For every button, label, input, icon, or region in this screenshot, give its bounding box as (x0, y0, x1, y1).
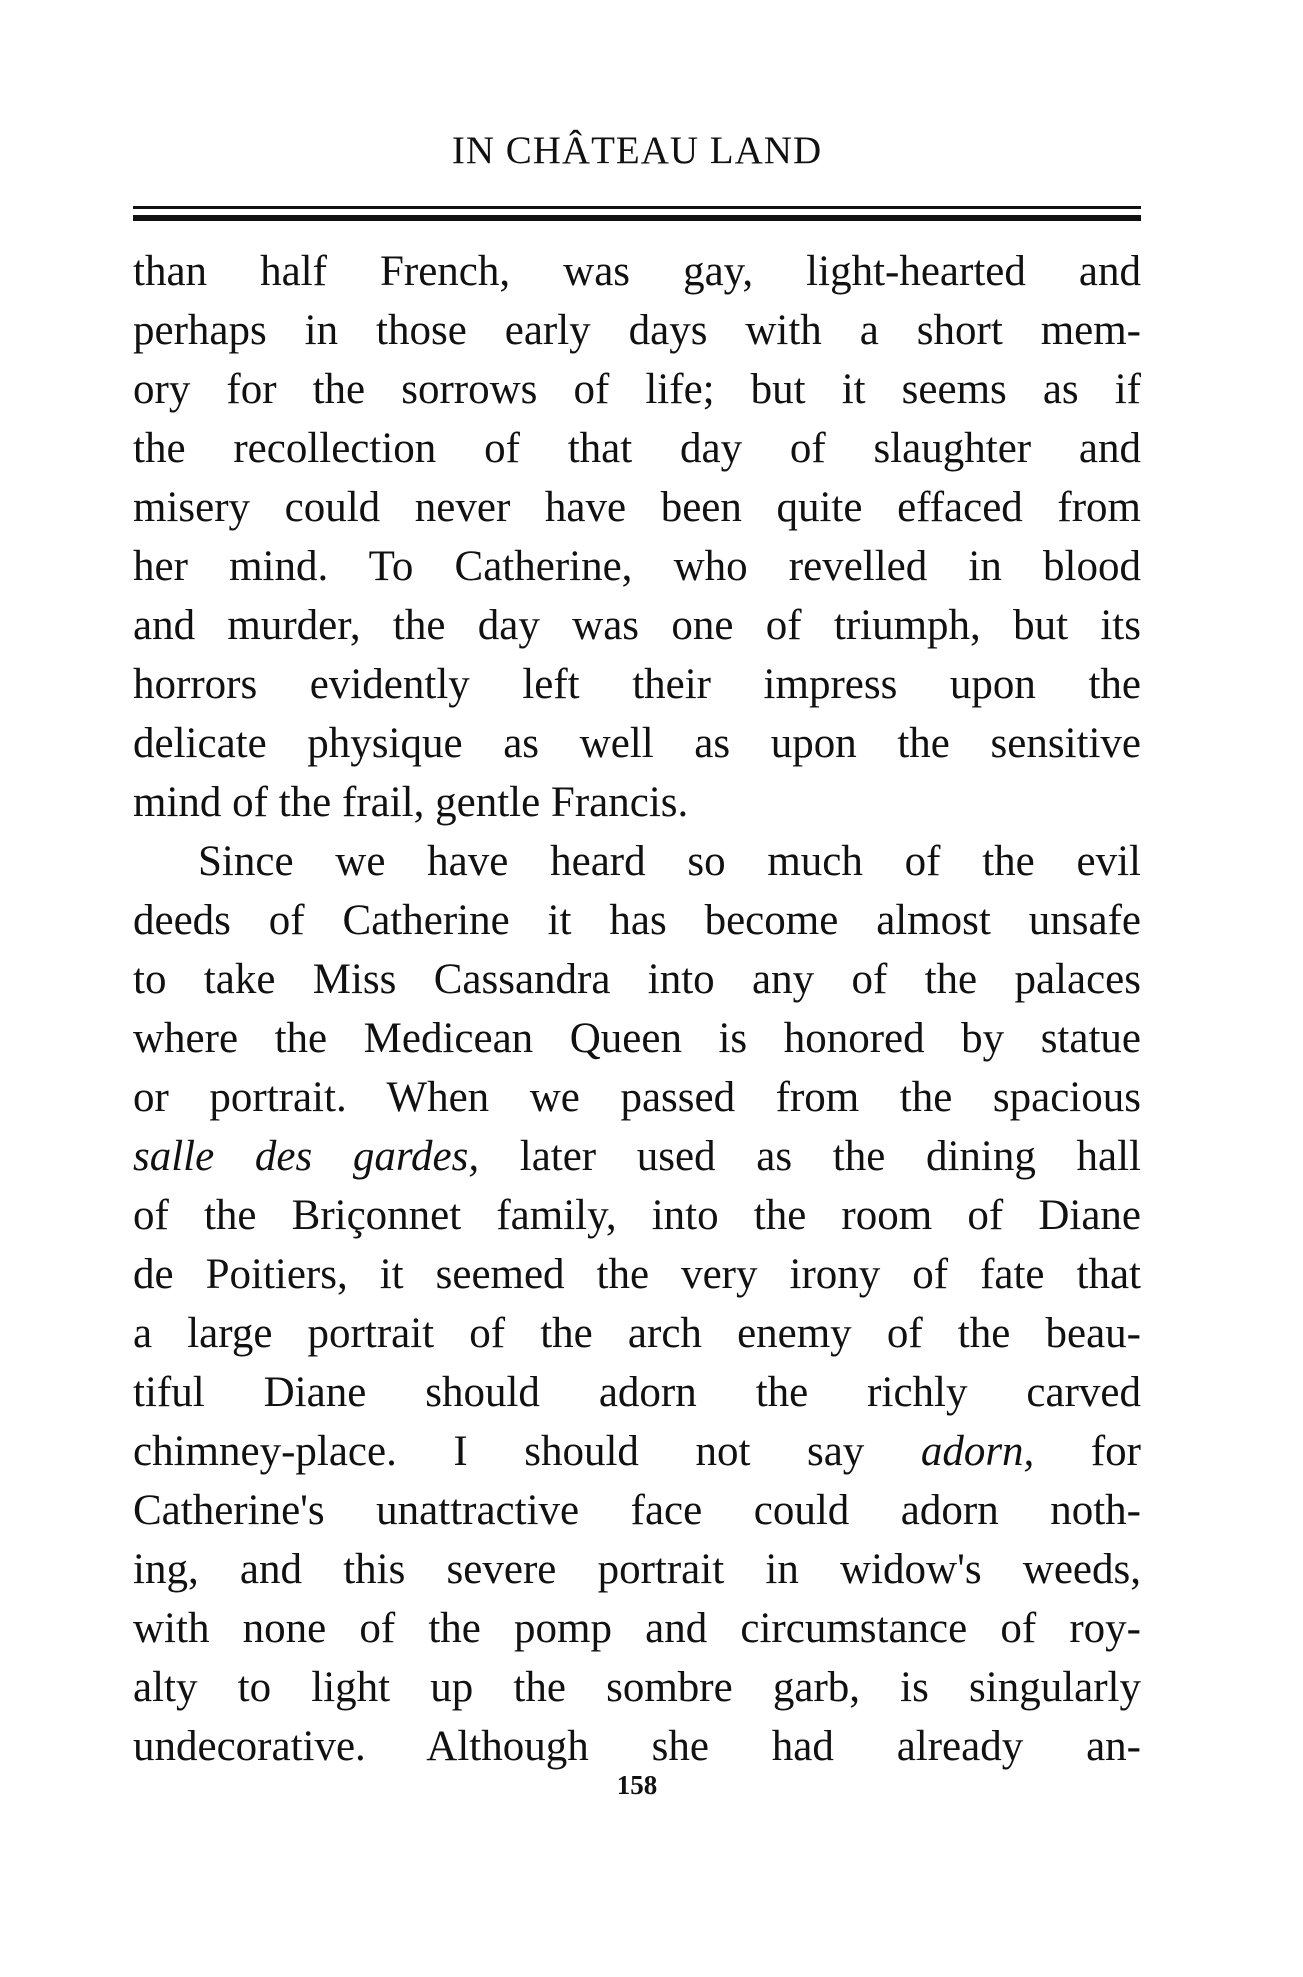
text-line-with-italic (133, 1127, 1141, 1186)
body-text (133, 242, 1141, 1776)
text-line: a large portrait of the arch enemy of the beau- (133, 1310, 1141, 1357)
header-rule-thick (133, 215, 1141, 221)
text-line: de Poitiers, it seemed the very irony of fate that (133, 1251, 1141, 1298)
italic-phrase: salle des gardes, (133, 1133, 480, 1180)
text-line: delicate physique as well as upon the sensitive (133, 720, 1141, 767)
page-number: 158 (616, 1770, 658, 1800)
text-segment: chimney-place. I should not say (133, 1428, 921, 1475)
text-line: than half French, was gay, light-hearted and (133, 248, 1141, 295)
text-line: deeds of Catherine it has become almost unsafe (133, 897, 1141, 944)
text-segment: later used as the dining hall (479, 1133, 1141, 1180)
text-line: with none of the pomp and circumstance of roy- (133, 1605, 1141, 1652)
text-line: ory for the sorrows of life; but it seems as if (133, 366, 1141, 413)
text-line: the recollection of that day of slaughter and (133, 425, 1141, 472)
header-rule-thin (133, 206, 1141, 209)
paragraph-end-line: mind of the frail, gentle Francis. (133, 779, 689, 826)
text-line: alty to light up the sombre garb, is singularly (133, 1664, 1141, 1711)
text-line: tiful Diane should adorn the richly carved (133, 1369, 1141, 1416)
text-line: where the Medicean Queen is honored by statue (133, 1015, 1141, 1062)
paragraph-start-line: Since we have heard so much of the evil (198, 838, 1141, 885)
text-line: perhaps in those early days with a short mem- (133, 307, 1141, 354)
text-line: to take Miss Cassandra into any of the palaces (133, 956, 1141, 1003)
running-head: IN CHÂTEAU LAND (451, 129, 823, 172)
italic-word: adorn, (920, 1428, 1035, 1475)
text-line: of the Briçonnet family, into the room of Diane (133, 1192, 1141, 1239)
text-line: her mind. To Catherine, who revelled in blood (133, 543, 1141, 590)
text-line: undecorative. Although she had already an- (133, 1723, 1141, 1770)
text-line: horrors evidently left their impress upon the (133, 661, 1141, 708)
text-line: and murder, the day was one of triumph, but its (133, 602, 1141, 649)
text-line: misery could never have been quite effaced from (133, 484, 1141, 531)
text-segment: for (1034, 1428, 1141, 1475)
text-line-with-italic (133, 1422, 1141, 1481)
text-line: or portrait. When we passed from the spacious (133, 1074, 1141, 1121)
text-line: ing, and this severe portrait in widow's weeds, (133, 1546, 1141, 1593)
text-line: Catherine's unattractive face could adorn noth- (133, 1487, 1141, 1534)
